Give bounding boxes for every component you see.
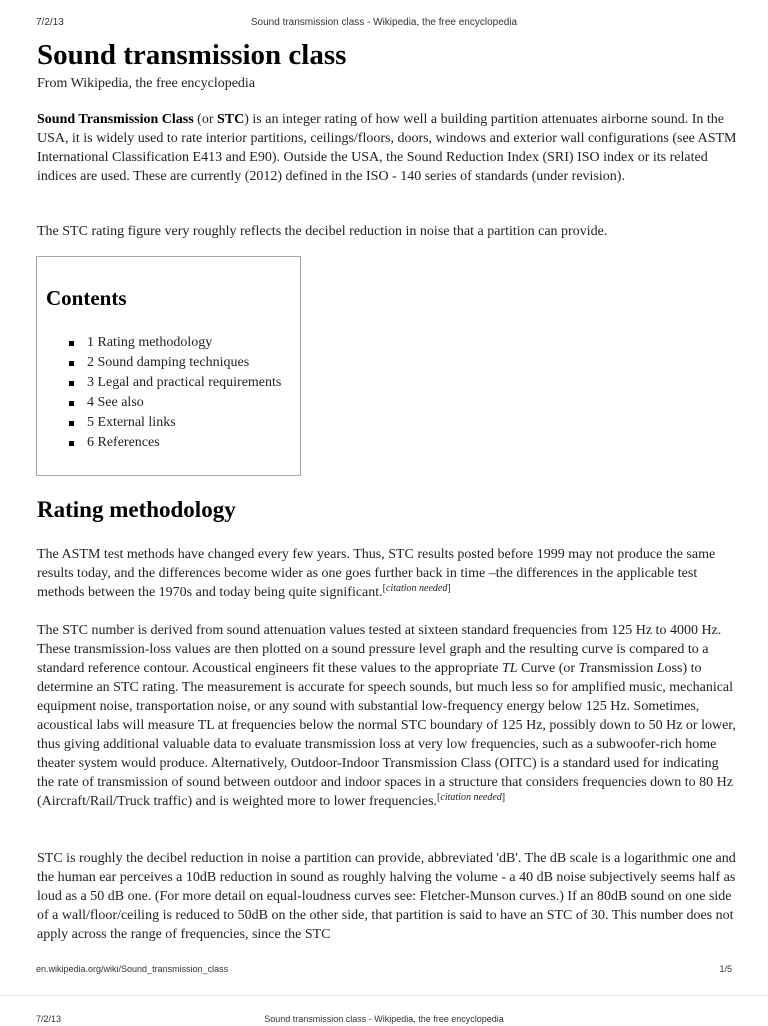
page-title: Sound transmission class (37, 39, 347, 71)
bullet-icon (69, 421, 74, 426)
next-print-title: Sound transmission class - Wikipedia, the free encyclopedia (264, 1014, 504, 1024)
toc-title: Contents (46, 286, 127, 310)
intro-paragraph: Sound Transmission Class (or STC) is an integer rating of how well a building partition attenuates airborne sound. In the USA, it is widely used to rate interior partitions, ceilings/floors, doors, windows and exterior wall configurations (see ASTM International Classification E413 and E90). Outside the USA, the Sound Reduction Index (SRI) ISO index or its related indices are used. These are currently (2012) defined in the ISO - 140 series of standards (under revision). (37, 112, 737, 184)
bullet-icon (69, 441, 74, 446)
intro-term: Sound Transmission Class (37, 112, 194, 127)
table-of-contents (36, 256, 301, 476)
citation-needed[interactable]: [citation needed] (382, 583, 451, 594)
print-title: Sound transmission class - Wikipedia, the free encyclopedia (250, 17, 518, 28)
page-divider (0, 995, 768, 996)
toc-item-references[interactable]: 6 References (69, 433, 281, 453)
section-paragraph-1: The ASTM test methods have changed every few years. Thus, STC results posted before 1999 may not produce the same results today, and the differences become wider as one goes further back in time –the differences in the applicable test methods between the 1970s and today being quite significant.[citation needed] (37, 547, 716, 600)
toc-item-sound-damping[interactable]: 2 Sound damping techniques (69, 353, 281, 373)
next-print-date: 7/2/13 (36, 1014, 62, 1024)
citation-needed[interactable]: [citation needed] (437, 792, 506, 803)
print-footer (36, 964, 732, 978)
page-number: 1/5 (719, 964, 732, 974)
toc-item-legal-requirements[interactable]: 3 Legal and practical requirements (69, 373, 281, 393)
section-paragraph-3: STC is roughly the decibel reduction in noise a partition can provide, abbreviated 'dB'. The dB scale is a logarithmic one and the human ear perceives a 10dB reduction in sound as roughly halving the volume - a 40 dB noise subjectively seems half as loud as a 50 dB one. (For more detail on equal-loudness curves see: Fletcher-Munson curves.) If an 80dB sound on one side of a wall/floor/ceiling is reduced to 50dB on the other side, that partition is said to have an STC of 30. This number does not apply across the range of frequencies, since the STC (37, 851, 736, 942)
section-paragraph-2: The STC number is derived from sound attenuation values tested at sixteen standard frequencies from 125 Hz to 4000 Hz. These transmission-loss values are then plotted on a sound pressure level graph and the resulting curve is compared to a standard reference contour. Acoustical engineers fit these values to the appropriate TL Curve (or Transmission Loss) to determine an STC rating. The measurement is accurate for speech sounds, but much less so for amplified music, mechanical equipment noise, transportation noise, or any sound with substantial low-frequency energy below 125 Hz. Sometimes, acoustical labs will measure TL at frequencies below the normal STC boundary of 125 Hz, possibly down to 50 Hz or lower, thus giving additional valuable data to evaluate transmission loss at very low frequencies, such as a subwoofer-rich home theater system would produce. Alternatively, Outdoor-Indoor Transmission Class (OITC) is a standard used for indicating the rate of transmission of sound between outdoor and indoor spaces in a structure that considers frequencies down to 80 Hz (Aircraft/Rail/Truck traffic) and is weighted more to lower frequencies.[citation needed] (37, 623, 736, 809)
section-heading-rating-methodology: Rating methodology (37, 497, 236, 522)
bullet-icon (69, 401, 74, 406)
toc-item-see-also[interactable]: 4 See also (69, 393, 281, 413)
toc-list (69, 333, 281, 453)
page-tagline: From Wikipedia, the free encyclopedia (37, 76, 256, 91)
toc-item-rating-methodology[interactable]: 1 Rating methodology (69, 333, 281, 353)
page-url: en.wikipedia.org/wiki/Sound_transmission_class (36, 964, 229, 974)
bullet-icon (69, 381, 74, 386)
bullet-icon (69, 341, 74, 346)
toc-item-external-links[interactable]: 5 External links (69, 413, 281, 433)
print-header (36, 17, 732, 31)
intro-abbrev: STC (217, 112, 245, 127)
next-page-header (36, 1014, 732, 1026)
print-date: 7/2/13 (36, 17, 64, 28)
bullet-icon (69, 361, 74, 366)
intro-paragraph-2: The STC rating figure very roughly reflects the decibel reduction in noise that a partition can provide. (37, 224, 608, 239)
